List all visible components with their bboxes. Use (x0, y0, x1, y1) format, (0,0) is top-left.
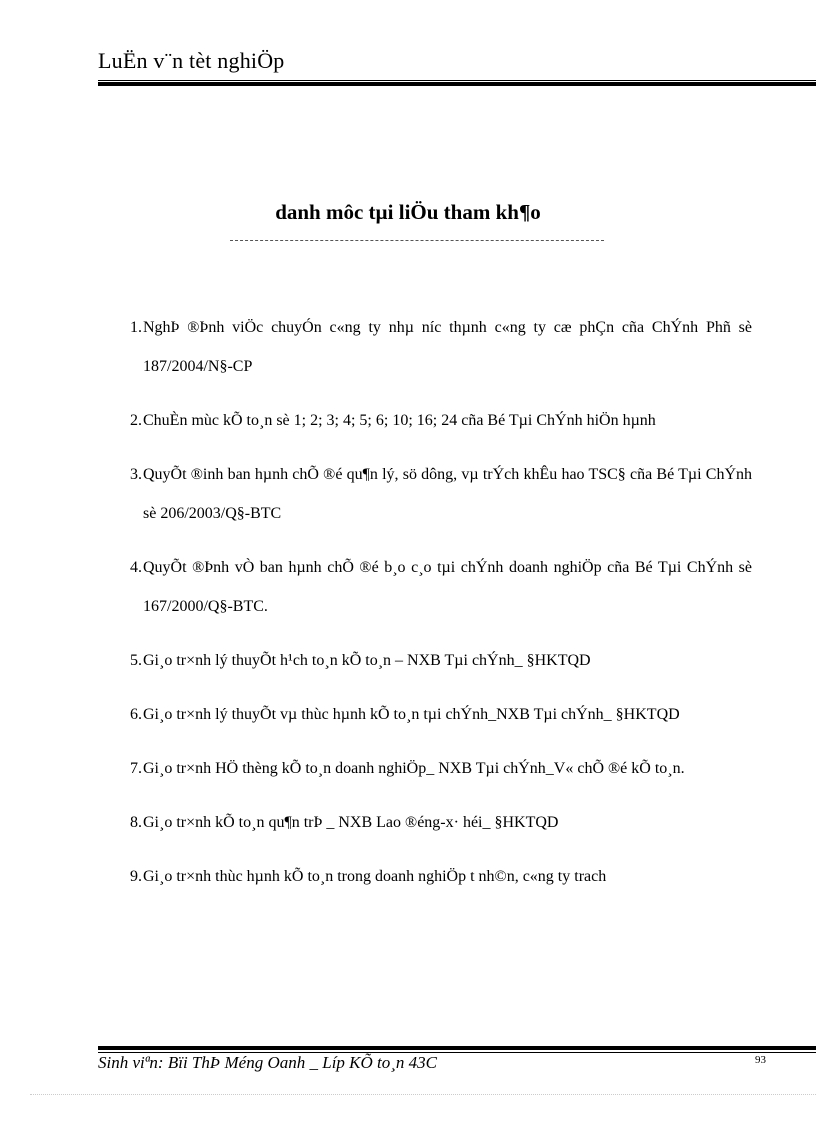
reference-item (110, 803, 752, 842)
reference-number: 2. (130, 412, 142, 429)
reference-item (110, 401, 752, 440)
footer-author: Sinh viªn: Bïi ThÞ Méng Oanh _ Líp KÕ to¸n 43C (98, 1053, 438, 1072)
reference-item (110, 455, 752, 533)
header-rule-thick (98, 82, 816, 86)
reference-number: 7. (130, 760, 142, 777)
reference-text: ChuÈn mùc kÕ to¸n sè 1; 2; 3; 4; 5; 6; 10; 16; 24 cña Bé Tµi ChÝnh hiÖn hµnh (143, 412, 656, 429)
reference-text: QuyÕt ®Þnh vÒ ban hµnh chÕ ®é b¸o c¸o tµi chÝnh doanh nghiÖp cña Bé Tµi ChÝnh sè 167/2000/Q§-BTC. (143, 559, 752, 615)
reference-text: NghÞ ®Þnh viÖc chuyÓn c«ng ty nhµ níc thµnh c«ng ty cæ phÇn cña ChÝnh Phñ sè 187/2004/N§-CP (143, 319, 752, 375)
reference-text: QuyÕt ®inh ban hµnh chÕ ®é qu¶n lý, sö dông, vµ trÝch khÊu hao TSC§ cña Bé Tµi ChÝnh sè 206/2003/Q§-BTC (143, 466, 752, 522)
reference-item (110, 308, 752, 386)
reference-number: 1. (130, 319, 142, 336)
reference-text: Gi¸o tr×nh lý thuyÕt vµ thùc hµnh kÕ to¸n tµi chÝnh_NXB Tµi chÝnh_ §HKTQD (143, 706, 680, 723)
reference-text: Gi¸o tr×nh lý thuyÕt h¹ch to¸n kÕ to¸n – NXB Tµi chÝnh_ §HKTQD (143, 652, 591, 669)
reference-item (110, 695, 752, 734)
header-rule-thin (98, 80, 816, 81)
reference-number: 9. (130, 868, 142, 885)
heading-dashed-underline (230, 240, 604, 241)
reference-number: 4. (130, 559, 142, 576)
reference-number: 5. (130, 652, 142, 669)
reference-number: 6. (130, 706, 142, 723)
reference-text: Gi¸o tr×nh HÖ thèng kÕ to¸n doanh nghiÖp_ NXB Tµi chÝnh_V« chÕ ®é kÕ to¸n. (143, 760, 685, 777)
reference-item (110, 857, 752, 896)
reference-number: 8. (130, 814, 142, 831)
reference-text: Gi¸o tr×nh kÕ to¸n qu¶n trÞ _ NXB Lao ®éng-x· héi_ §HKTQD (143, 814, 559, 831)
reference-item (110, 749, 752, 788)
reference-item (110, 641, 752, 680)
reference-item (110, 548, 752, 626)
bottom-dotted-border (30, 1094, 816, 1095)
header-title: LuËn v¨n tèt nghiÖp (98, 48, 285, 73)
reference-text: Gi¸o tr×nh thùc hµnh kÕ to¸n trong doanh nghiÖp t nh©n, c«ng ty trach (143, 868, 607, 885)
reference-list (110, 308, 752, 911)
references-heading: danh môc tµi liÖu tham kh¶o (275, 200, 541, 224)
footer-rule-thick (98, 1046, 816, 1050)
reference-number: 3. (130, 466, 142, 483)
page-number: 93 (755, 1054, 766, 1066)
